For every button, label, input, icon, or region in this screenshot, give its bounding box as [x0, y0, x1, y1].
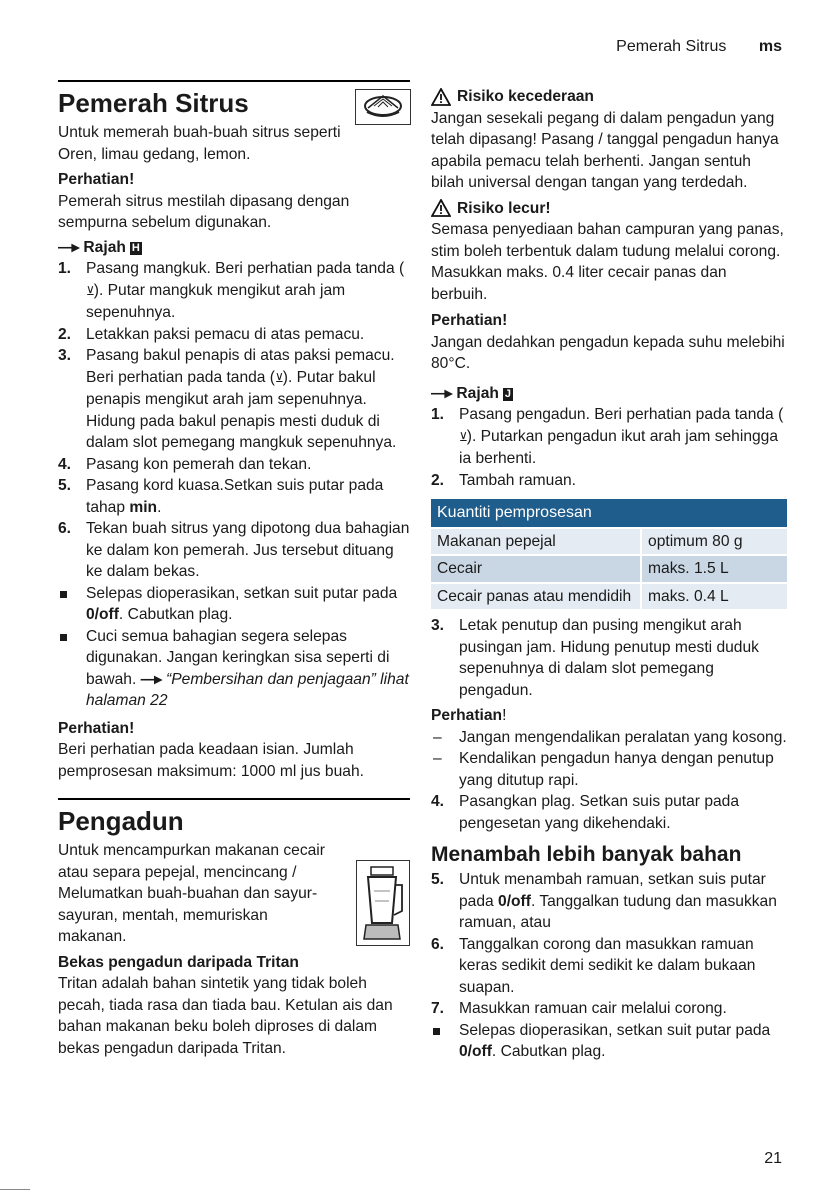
bullet-square-icon: [60, 591, 67, 598]
section-heading-citrus-press: Pemerah Sitrus: [58, 88, 249, 118]
list-item: Cuci semua bahagian segera selepas digunakan. Jangan keringkan sisa seperti di bawah. —▸ “Pembersihan dan penjagaan” lihat halaman 22: [58, 626, 410, 712]
note-text: Beri perhatian pada keadaan isian. Jumlah pemprosesan maksimum: 1000 ml jus buah.: [58, 741, 364, 780]
citrus-intro: Untuk memerah buah-buah sitrus seperti Oren, limau gedang, lemon.: [58, 124, 341, 163]
list-item: 4. Pasang kon pemerah dan tekan.: [58, 455, 312, 473]
blender-icon: [356, 860, 410, 946]
section-rule: [58, 80, 410, 82]
list-item: 1. Pasang mangkuk. Beri perhatian pada tanda (⊻). Putar mangkuk mengikut arah jam sepenuhnya.: [58, 260, 405, 321]
bullet-square-icon: [433, 1028, 440, 1035]
list-item: 6. Tekan buah sitrus yang dipotong dua bahagian ke dalam kon pemerah. Jus tersebut dituang ke dalam bekas.: [58, 520, 410, 580]
cross-reference-link[interactable]: “Pembersihan dan penjagaan” lihat halaman 22: [86, 670, 409, 709]
section-heading-blender: Pengadun: [58, 806, 184, 836]
list-item: 7. Masukkan ramuan cair melalui corong.: [431, 1000, 727, 1017]
header-language-code: ms: [758, 38, 782, 55]
tritan-text: Tritan adalah bahan sintetik yang tidak boleh pecah, tiada rasa dan tiada bau. Ketulan ais dan bahan makanan beku boleh diproses di dalam bekas pengadun daripada Tritan.: [58, 975, 393, 1057]
list-item: 3. Letak penutup dan pusing mengikut arah pusingan jam. Hidung penutup mesti duduk sepenuhnya di dalam slot pemegang pengadun.: [431, 617, 759, 699]
blender-intro: Untuk mencampurkan makanan cecair atau separa pepejal, mencincang / Melumatkan buah-buahan dan sayur-sayuran, mentah, memuriskan makanan.: [58, 842, 325, 945]
table-row: Cecair panas atau mendidih maks. 0.4 L: [431, 583, 787, 610]
warning-text: Semasa penyediaan bahan campuran yang panas, stim boleh terbentuk dalam tudung melalui corong. Masukkan maks. 0.4 liter cecair panas dan berbuih.: [431, 221, 784, 303]
arrow-right-icon: —▸: [58, 238, 78, 256]
figure-id-badge: J: [504, 387, 512, 400]
running-header: [616, 38, 782, 56]
right-column: [431, 86, 787, 1063]
note-text: Jangan dedahkan pengadun kepada suhu melebihi 80°C.: [431, 333, 785, 372]
arrow-right-icon: —▸: [431, 384, 451, 402]
list-item: 6. Tanggalkan corong dan masukkan ramuan keras sedikit demi sedikit ke dalam bukaan suapan.: [431, 935, 756, 996]
table-header: Kuantiti pemprosesan: [431, 499, 787, 528]
list-item: – Jangan mengendalikan peralatan yang kosong.: [431, 727, 787, 749]
alignment-mark-icon: ⊻: [86, 283, 94, 298]
dash-bullet-icon: –: [433, 728, 442, 746]
alignment-mark-icon: ⊻: [275, 370, 283, 385]
note-text: Pemerah sitrus mestilah dipasang dengan sempurna sebelum digunakan.: [58, 192, 350, 231]
note-title: Perhatian!: [58, 719, 135, 737]
note-dash-list: [431, 727, 787, 835]
list-item: 5. Pasang kord kuasa.Setkan suis putar pada tahap min.: [58, 477, 384, 516]
warning-scald: Risiko lecur!: [431, 198, 787, 220]
list-item: Selepas dioperasikan, setkan suit putar pada 0/off. Cabutkan plag.: [431, 1020, 787, 1063]
warning-triangle-icon: [431, 199, 451, 217]
warning-text: Jangan sesekali pegang di dalam pengadun yang telah dipasang! Pasang / tanggal pengadun hanya apabila pemacu telah berhenti. Jangan sentuh bilah universal dengan tangan yang terdedah.: [431, 109, 779, 191]
table-row: Makanan pepejal optimum 80 g: [431, 528, 787, 556]
list-item: 2. Tambah ramuan.: [431, 471, 577, 489]
alignment-mark-icon: ⊻: [459, 429, 467, 444]
blender-steps-cont: [431, 615, 787, 701]
crop-mark: [0, 1189, 30, 1190]
arrow-right-icon: —▸: [140, 670, 161, 688]
figure-reference: [431, 383, 787, 405]
dash-bullet-icon: –: [433, 750, 442, 767]
note-title: Perhatian!: [58, 171, 135, 188]
subsection-heading: Menambah lebih banyak bahan: [431, 843, 742, 866]
figure-reference: [58, 237, 410, 259]
section-rule: [58, 798, 410, 800]
adding-steps: [431, 869, 787, 1063]
citrus-steps: [58, 258, 410, 712]
note-title: Perhatian!: [431, 312, 508, 329]
processing-quantity-table: [431, 499, 787, 609]
list-item: – Kendalikan pengadun hanya dengan penutup yang ditutup rapi.: [433, 750, 774, 789]
list-item: 2. Letakkan paksi pemacu di atas pemacu.: [58, 325, 365, 343]
bullet-square-icon: [60, 634, 67, 641]
figure-label: Rajah: [83, 238, 126, 256]
header-section-title: Pemerah Sitrus: [616, 38, 727, 55]
list-item: 3. Pasang bakul penapis di atas paksi pemacu. Beri perhatian pada tanda (⊻). Putar bakul penapis mengikut arah jam sepenuhnya. Hidung pada bakul penapis mesti duduk di dalam slot pemegang mangkuk sepenuhnya.: [58, 347, 397, 451]
list-item: 5. Untuk menambah ramuan, setkan suis putar pada 0/off. Tanggalkan tudung dan masukkan ramuan, atau: [431, 871, 777, 931]
note-title: Perhatian!: [431, 707, 507, 724]
list-item: 4. Pasangkan plag. Setkan suis putar pada pengesetan yang dikehendaki.: [431, 793, 740, 832]
citrus-press-icon: [355, 89, 411, 125]
table-row: Cecair maks. 1.5 L: [431, 555, 787, 583]
warning-triangle-icon: [431, 88, 451, 106]
blender-steps: [431, 404, 787, 491]
figure-id-badge: H: [131, 241, 140, 254]
page-number: 21: [764, 1150, 782, 1167]
figure-label: Rajah: [456, 384, 499, 402]
warning-injury: Risiko kecederaan: [431, 86, 787, 108]
list-item: Selepas dioperasikan, setkan suit putar pada 0/off. Cabutkan plag.: [58, 583, 410, 626]
tritan-title: Bekas pengadun daripada Tritan: [58, 953, 299, 971]
list-item: 1. Pasang pengadun. Beri perhatian pada tanda (⊻). Putarkan pengadun ikut arah jam sehingga ia berhenti.: [431, 406, 784, 467]
